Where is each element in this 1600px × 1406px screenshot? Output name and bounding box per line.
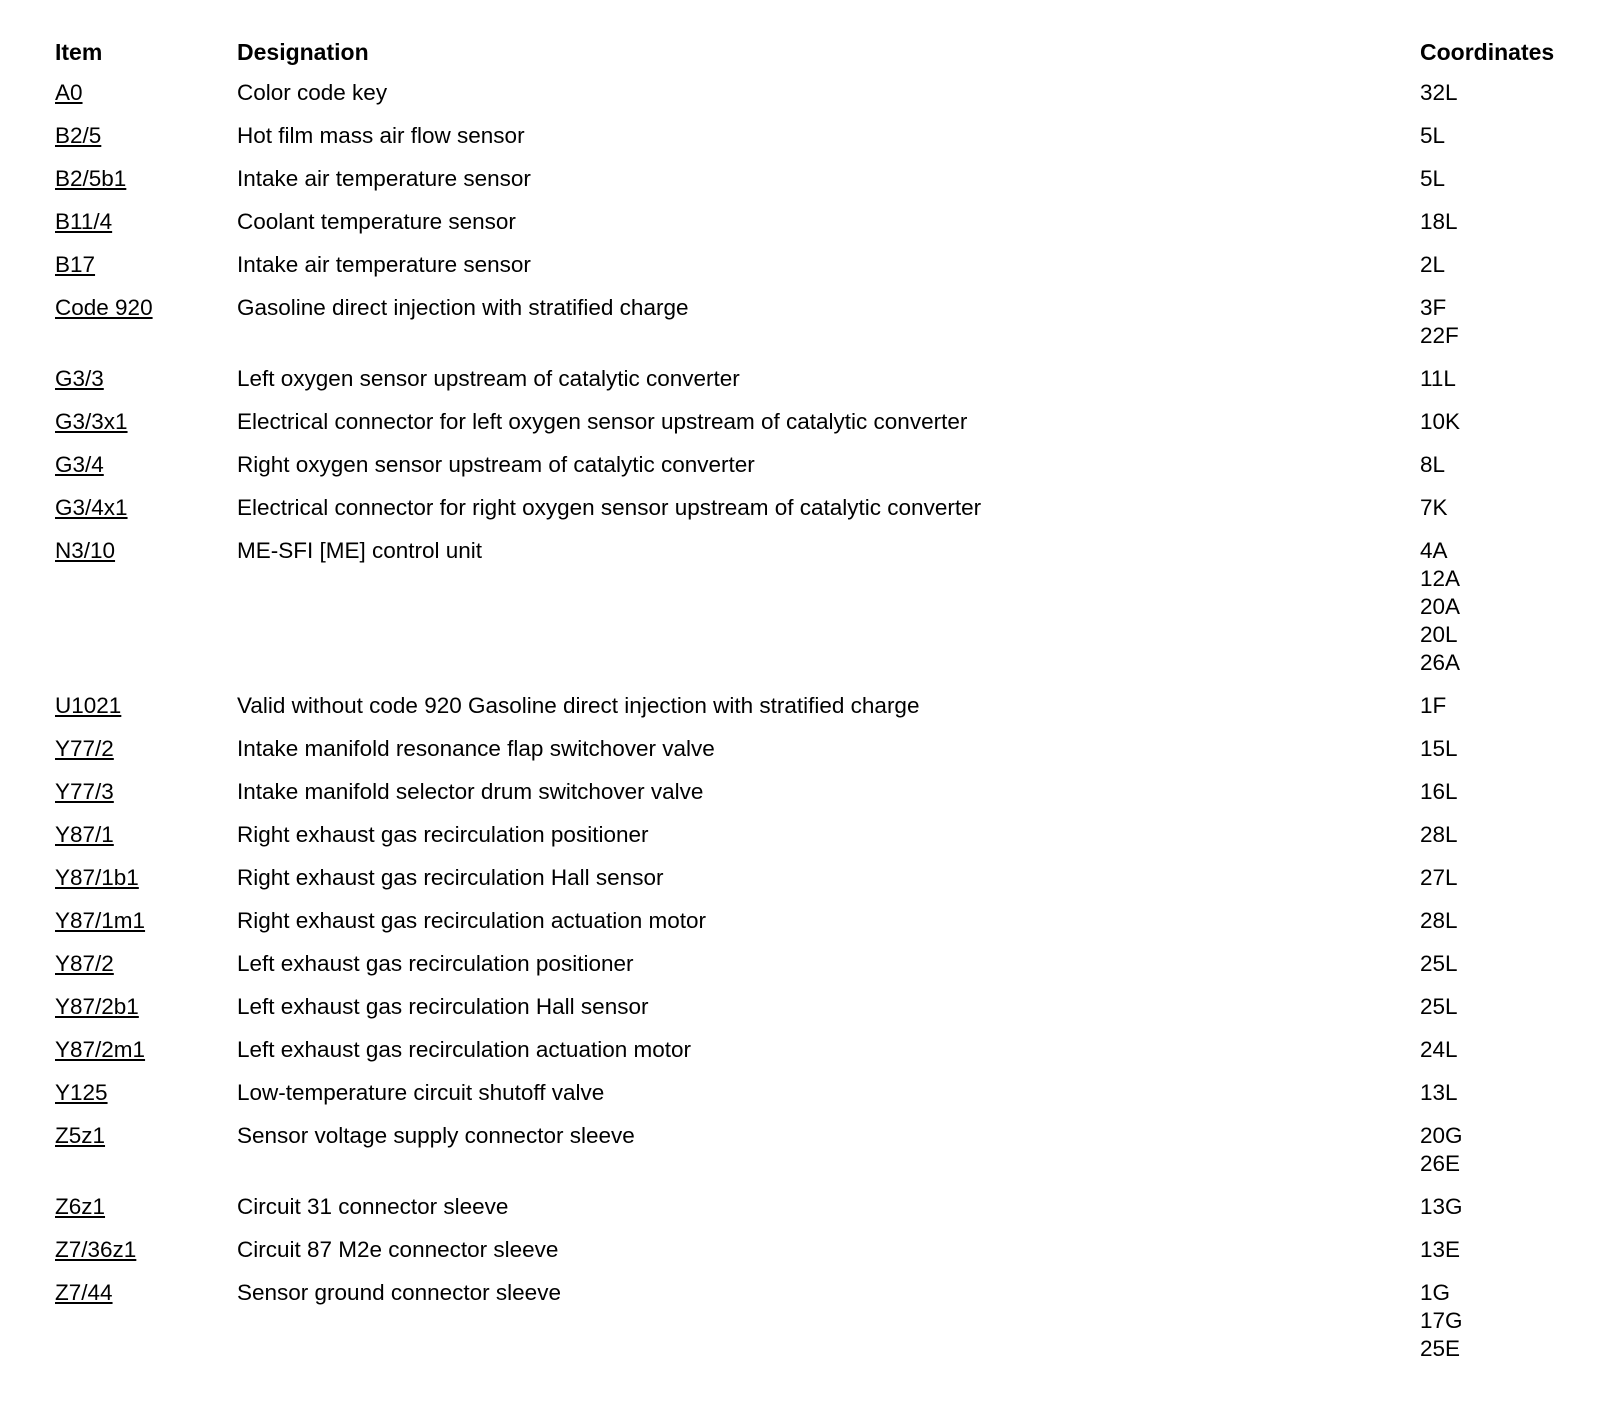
item-link[interactable]: G3/4 <box>55 452 104 477</box>
header-item: Item <box>55 39 103 65</box>
coordinates-list <box>1420 122 1445 150</box>
item-link[interactable]: A0 <box>55 80 83 105</box>
item-link[interactable]: Y125 <box>55 1080 108 1105</box>
item-link[interactable]: B2/5b1 <box>55 166 127 191</box>
coordinate-value: 18L <box>1420 209 1458 234</box>
item-link[interactable]: G3/4x1 <box>55 495 128 520</box>
table-row <box>0 735 1600 778</box>
designation-text: Electrical connector for left oxygen sensor upstream of catalytic converter <box>237 409 968 434</box>
coordinates-list <box>1420 1279 1463 1363</box>
table-row <box>0 365 1600 408</box>
table-row <box>0 408 1600 451</box>
item-link[interactable]: G3/3x1 <box>55 409 128 434</box>
item-link[interactable]: Y87/2b1 <box>55 994 139 1019</box>
coordinates-list <box>1420 993 1458 1021</box>
table-row <box>0 692 1600 735</box>
designation-text: Intake manifold resonance flap switchover valve <box>237 736 715 761</box>
coordinate-value: 13G <box>1420 1194 1463 1219</box>
coordinate-value: 28L <box>1420 908 1458 933</box>
table-row <box>0 79 1600 122</box>
designation-text: Valid without code 920 Gasoline direct injection with stratified charge <box>237 693 920 718</box>
coordinate-value: 26A <box>1420 650 1461 675</box>
coordinates-list <box>1420 864 1458 892</box>
designation-text: Left exhaust gas recirculation actuation motor <box>237 1037 691 1062</box>
coordinates-list <box>1420 451 1445 479</box>
header-designation: Designation <box>237 39 369 65</box>
designation-text: Left oxygen sensor upstream of catalytic converter <box>237 366 740 391</box>
item-link[interactable]: Y77/3 <box>55 779 114 804</box>
table-row <box>0 1193 1600 1236</box>
designation-text: Electrical connector for right oxygen sensor upstream of catalytic converter <box>237 495 982 520</box>
coordinates-list <box>1420 294 1459 350</box>
designation-text: Intake air temperature sensor <box>237 252 531 277</box>
item-link[interactable]: G3/3 <box>55 366 104 391</box>
table-row <box>0 537 1600 692</box>
designation-text: Circuit 87 M2e connector sleeve <box>237 1237 559 1262</box>
item-link[interactable]: U1021 <box>55 693 122 718</box>
designation-text: Color code key <box>237 80 388 105</box>
item-link[interactable]: Y87/2m1 <box>55 1037 146 1062</box>
item-link[interactable]: Y87/2 <box>55 951 114 976</box>
table-row <box>0 1122 1600 1193</box>
table-row <box>0 451 1600 494</box>
coordinates-list <box>1420 537 1460 677</box>
coordinates-list <box>1420 165 1445 193</box>
designation-text: Gasoline direct injection with stratified charge <box>237 295 689 320</box>
table-row <box>0 208 1600 251</box>
coordinate-value: 2L <box>1420 252 1446 277</box>
table-row <box>0 864 1600 907</box>
coordinate-value: 13L <box>1420 1080 1458 1105</box>
coordinates-list <box>1420 79 1458 107</box>
designation-text: Right exhaust gas recirculation actuation motor <box>237 908 706 933</box>
coordinate-value: 13E <box>1420 1237 1461 1262</box>
coordinate-value: 26E <box>1420 1151 1461 1176</box>
coordinate-value: 22F <box>1420 323 1459 348</box>
coordinate-value: 1F <box>1420 693 1447 718</box>
coordinate-value: 4A <box>1420 538 1448 563</box>
coordinates-list <box>1420 1122 1463 1178</box>
table-body <box>0 79 1600 1378</box>
item-link[interactable]: Y77/2 <box>55 736 114 761</box>
table-row <box>0 907 1600 950</box>
designation-text: Sensor voltage supply connector sleeve <box>237 1123 635 1148</box>
coordinates-list <box>1420 950 1458 978</box>
item-link[interactable]: B2/5 <box>55 123 102 148</box>
item-link[interactable]: Code 920 <box>55 295 153 320</box>
coordinates-list <box>1420 692 1446 720</box>
table-row <box>0 1036 1600 1079</box>
table-row <box>0 294 1600 365</box>
designation-text: Hot film mass air flow sensor <box>237 123 525 148</box>
table-row <box>0 251 1600 294</box>
table-row <box>0 122 1600 165</box>
coordinate-value: 25E <box>1420 1336 1461 1361</box>
coordinate-value: 1G <box>1420 1280 1451 1305</box>
table-row <box>0 1236 1600 1279</box>
coordinate-value: 20A <box>1420 594 1461 619</box>
coordinate-value: 25L <box>1420 994 1458 1019</box>
coordinate-value: 17G <box>1420 1308 1463 1333</box>
designation-text: Coolant temperature sensor <box>237 209 516 234</box>
header-coordinates: Coordinates <box>1420 39 1555 65</box>
coordinates-list <box>1420 408 1460 436</box>
table-header <box>0 37 1600 67</box>
coordinate-value: 11L <box>1420 366 1456 391</box>
designation-text: Intake air temperature sensor <box>237 166 531 191</box>
item-link[interactable]: Y87/1m1 <box>55 908 146 933</box>
coordinate-value: 3F <box>1420 295 1447 320</box>
coordinate-value: 32L <box>1420 80 1458 105</box>
coordinate-value: 10K <box>1420 409 1461 434</box>
designation-text: Right exhaust gas recirculation positioner <box>237 822 649 847</box>
table-row <box>0 494 1600 537</box>
coordinate-value: 5L <box>1420 123 1446 148</box>
coordinates-list <box>1420 208 1458 236</box>
table-row <box>0 1079 1600 1122</box>
coordinate-value: 24L <box>1420 1037 1458 1062</box>
item-link[interactable]: Z7/44 <box>55 1280 113 1305</box>
item-link[interactable]: Y87/1b1 <box>55 865 139 890</box>
coordinate-value: 20L <box>1420 622 1458 647</box>
coordinates-list <box>1420 821 1458 849</box>
item-link[interactable]: Y87/1 <box>55 822 114 847</box>
coordinates-list <box>1420 494 1448 522</box>
item-link[interactable]: Z7/36z1 <box>55 1237 137 1262</box>
designation-text: ME-SFI [ME] control unit <box>237 538 483 563</box>
item-link[interactable]: Z5z1 <box>55 1123 106 1148</box>
coordinates-list <box>1420 251 1445 279</box>
coordinates-list <box>1420 1079 1458 1107</box>
coordinates-list <box>1420 907 1458 935</box>
coordinates-list <box>1420 365 1456 393</box>
table-row <box>0 950 1600 993</box>
coordinate-value: 25L <box>1420 951 1458 976</box>
designation-text: Left exhaust gas recirculation Hall sensor <box>237 994 649 1019</box>
coordinate-value: 12A <box>1420 566 1461 591</box>
coordinate-value: 7K <box>1420 495 1448 520</box>
item-link[interactable]: B17 <box>55 252 96 277</box>
coordinates-list <box>1420 1036 1458 1064</box>
designation-text: Circuit 31 connector sleeve <box>237 1194 509 1219</box>
coordinate-value: 15L <box>1420 736 1458 761</box>
item-link[interactable]: Z6z1 <box>55 1194 106 1219</box>
designation-text: Right exhaust gas recirculation Hall sensor <box>237 865 664 890</box>
item-link[interactable]: B11/4 <box>55 209 113 234</box>
table-row <box>0 165 1600 208</box>
coordinate-value: 28L <box>1420 822 1458 847</box>
coordinate-value: 8L <box>1420 452 1446 477</box>
coordinates-list <box>1420 735 1458 763</box>
table-row <box>0 778 1600 821</box>
coordinates-list <box>1420 1236 1460 1264</box>
coordinates-list <box>1420 778 1458 806</box>
table-row <box>0 821 1600 864</box>
coordinate-value: 16L <box>1420 779 1458 804</box>
coordinate-value: 5L <box>1420 166 1446 191</box>
designation-text: Left exhaust gas recirculation positioner <box>237 951 634 976</box>
coordinate-value: 20G <box>1420 1123 1463 1148</box>
designation-text: Sensor ground connector sleeve <box>237 1280 561 1305</box>
coordinate-value: 27L <box>1420 865 1458 890</box>
table-row <box>0 1279 1600 1378</box>
designation-text: Intake manifold selector drum switchover valve <box>237 779 704 804</box>
coordinates-list <box>1420 1193 1463 1221</box>
designation-text: Right oxygen sensor upstream of catalytic converter <box>237 452 755 477</box>
designation-text: Low-temperature circuit shutoff valve <box>237 1080 605 1105</box>
table-row <box>0 993 1600 1036</box>
item-link[interactable]: N3/10 <box>55 538 116 563</box>
